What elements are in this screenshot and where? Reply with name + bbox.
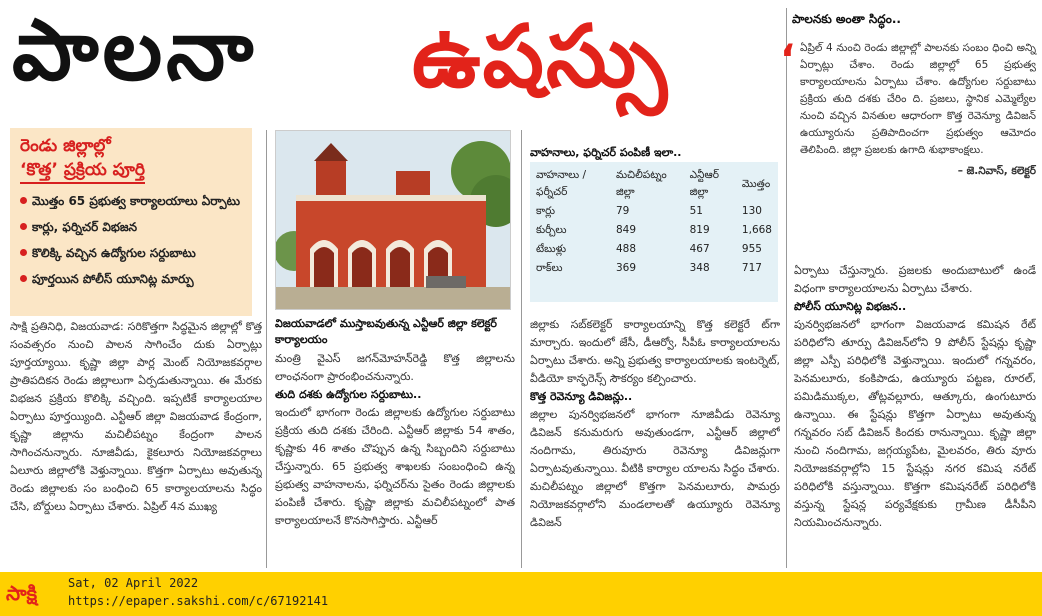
collector-office-photo — [275, 130, 511, 310]
headline-part2: ఉషస్సు — [412, 7, 670, 107]
table-cell: కుర్చీలు — [536, 224, 567, 236]
table-cell: టేబుళ్లు — [536, 243, 567, 255]
column-divider — [521, 130, 522, 568]
table-cell: 849 — [615, 224, 636, 236]
subheading: కొత్త రెవెన్యూ డివిజన్లు.. — [530, 390, 633, 403]
table-header-row — [534, 166, 774, 202]
table-cell: 1,668 — [741, 224, 772, 236]
quote-title: పాలనకు అంతా సిద్ధం.. — [792, 12, 901, 26]
table-cell: కార్లు — [536, 205, 555, 217]
edition-date: Sat, 02 April 2022 — [68, 576, 199, 590]
article-paragraph: మంత్రి వైఎస్ జగన్‌మోహన్‌రెడ్డి కొత్త జిల్లాలను లాంఛనంగా ప్రారంభించనున్నారు. — [275, 352, 515, 383]
article-paragraph: ఇందులో భాగంగా రెండు జిల్లాలకు ఉద్యోగుల సర్దుబాటు ప్రక్రియ తుది దశకు చేరింది. ఎన్టీఆర్ జిల్లాకు 54 శాతం, కృష్ణాకు 46 శాతం చొప్పున ఉన్న సిబ్బందిని సర్దుబాటు చేస్తున్నారు. 65 ప్రభుత్వ శాఖలకు సంబంధించి ఉన్న ప్రభుత్వ వాహనాలను, ఫర్నిచర్‌ను సైతం రెండు జిల్లాలకు పంపిణీ చేశారు. కృష్ణా జిల్లాకు మచిలీపట్నంలో పాత కార్యాలయాలనే కొనసాగిస్తారు. ఎన్టీఆర్ — [275, 406, 515, 527]
table-cell: 955 — [741, 243, 762, 255]
table-cell: 348 — [689, 262, 710, 274]
table-cell: 488 — [615, 243, 636, 255]
table-cell: రాక్‌లు — [536, 262, 563, 274]
column-divider — [266, 130, 267, 568]
highlight-item: మొత్తం 65 ప్రభుత్వ కార్యాలయాలు ఏర్పాటు — [20, 188, 242, 214]
article-column-3 — [530, 316, 780, 568]
highlight-item: పూర్తయిన పోలీస్ యూనిట్ల మార్పు — [20, 266, 242, 292]
table-cell: 467 — [689, 243, 710, 255]
epaper-link[interactable]: https://epaper.sakshi.com/c/67192141 — [68, 594, 329, 608]
building-illustration — [276, 131, 511, 310]
headline-part1: పాలనా — [12, 1, 258, 99]
article-paragraph: సాక్షి ప్రతినిధి, విజయవాడ: సరికొత్తగా సిద్ధమైన జిల్లాల్లో కొత్త సంవత్సరం నుంచి పాలన సాగించేం దుకు ఏర్పాట్లు పూర్తయ్యాయి. కృష్ణా జిల్లా పార్ల మెంట్ నియోజకవర్గాల ప్రాతిపదికన రెండు జిల్లాలుగా ఏర్పడుతున్నాయి. ఈ మేరకు విభజన ప్రక్రియ కొలిక్కి వచ్చింది. ఇప్పటికే కార్యాలయాల ఏర్పాటు పూర్తయ్యింది. ఎన్టీఆర్ జిల్లా విజయవాడ కేంద్రంగా, కృష్ణా జిల్లాను మచిలీపట్నం కేంద్రంగా పాలన సాగించనున్నారు. నూజివీడు, కైకలూరు నియోజకవర్గాలు ఏలూరు జిల్లాలోకి వెళ్తున్నాయి. కొత్తగా ఏర్పాటు అవుతున్న రెండు జిల్లాలకు సం బంధించి 65 కార్యాలయాలను సిద్ధం చేసి, బోర్డులు ఏర్పాటు చేశారు. ఏప్రిల్ 4న ముఖ్య — [10, 320, 262, 513]
table-cell: 79 — [615, 205, 630, 217]
table-row — [534, 259, 774, 278]
table-header: వాహనాలు /ఫర్నీచర్ — [536, 169, 587, 198]
subheading: తుది దశకు ఉద్యోగుల సర్దుబాటు.. — [275, 388, 422, 401]
table-header: మొత్తం — [741, 177, 771, 190]
highlight-title-line1: రెండు జిల్లాల్లో — [20, 136, 111, 156]
article-paragraph: పునర్విభజనలో భాగంగా విజయవాడ కమిషన రేట్ పరిధిలోని తూర్పు డివిజన్‌లోని 9 పోలీస్ స్టేషన్లు కృష్ణా జిల్లా ఎస్పీ పరిధిలోకి వెళ్తున్నాయి. ఇందులో గన్నవరం, పెనమలూరు, కంకిపాడు, ఉయ్యూరు పట్టణ, రూరల్, పమిడిముక్కల, తోట్లవల్లూరు, ఆత్కూరు, ఉంగుటూరు ఉన్నాయి. ఈ స్టేషన్లు కొత్తగా ఏర్పాటు అవుతున్న గన్నవరం సబ్ డివిజన్ కిందకు రానున్నాయి. కృష్ణా జిల్లా నుంచి నందిగామ, జగ్గయ్యపేట, మైలవరం, తిరు వూరు నియోజకవర్గాల్లోని 15 స్టేషన్లు నగర కమిష నరేట్ పరిధిలోకి వస్తున్నాయి. కొత్తగా కమిషనరేట్ పరిధిలోకి వస్తున్న స్టేషన్ల పర్యవేక్షకుకు గ్రామీణ డీసీపీని నియమించనున్నారు. — [794, 318, 1036, 529]
table-row — [534, 221, 774, 240]
article-column-1 — [10, 318, 262, 568]
article-column-2 — [275, 350, 515, 568]
highlight-list — [20, 188, 242, 292]
sakshi-logo: సాక్షి — [6, 581, 38, 605]
table-cell: 130 — [741, 205, 762, 217]
table-header: మచిలీపట్నం జిల్లా — [615, 169, 667, 198]
table-row — [534, 240, 774, 259]
article-paragraph: ఏర్పాటు చేస్తున్నారు. ప్రజలకు అందుబాటులో ఉండే విధంగా కార్యాలయాలను ఏర్పాటు చేశారు. — [794, 264, 1036, 295]
column-divider — [786, 8, 787, 568]
subheading: పోలీస్ యూనిట్ల విభజన.. — [794, 300, 907, 313]
table-title: వాహనాలు, ఫర్నిచర్ పంపిణీ ఇలా.. — [530, 146, 682, 159]
highlight-item: కార్లు, ఫర్నిచర్ విభజన — [20, 214, 242, 240]
table-cell: 819 — [689, 224, 710, 236]
highlight-box — [10, 128, 252, 316]
distribution-table — [530, 162, 778, 302]
article-paragraph: జిల్లాల పునర్విభజనలో భాగంగా నూజివీడు రెవెన్యూ డివిజన్ కనుమరుగు అవుతుండగా, ఎన్టీఆర్ జిల్లాలో నందిగామ, తిరువూరు రెవెన్యూ డివిజన్లుగా ఏర్పాటవుతున్నాయి. వీటికి కార్యాల యాలను సిద్ధం చేశారు. మచిలీపట్నం జిల్లాలో కొత్తగా పెనమలూరు, పామర్రు నియోజకవర్గాలోని మండలాలతో ఉయ్యూరు రెవెన్యూ డివిజన్ — [530, 408, 780, 529]
table-row — [534, 202, 774, 221]
table-header: ఎన్టీఆర్ జిల్లా — [689, 169, 720, 198]
quote-text: ఏప్రిల్ 4 నుంచి రెండు జిల్లాల్లో పాలనకు సంబం ధించి అన్ని ఏర్పాట్లు చేశాం. రెండు జిల్లాల్లో 65 ప్రభుత్వ కార్యాలయాలను ఏర్పాటు చేశాం. ఉద్యోగుల సర్దుబాటు ప్రక్రియ తుది దశకు చేరిం ది. ప్రజలు, స్థానిక ఎమ్మెల్యేల నుంచి వచ్చిన వినతుల ఆధారంగా కొత్త రెవెన్యూ డివిజన్ ఉయ్యూరును ప్రతిపాదించగా ప్రభుత్వం ఆమోదం తెలిపింది. జిల్లా ప్రజలకు ఉగాది శుభాకాంక్షలు. — [800, 42, 1036, 156]
article-column-4 — [794, 262, 1036, 568]
article-paragraph: జిల్లాకు సబ్‌కలెక్టర్ కార్యాలయాన్ని కొత్త కలెక్టరే ట్‌గా మార్చారు. ఇందులో జేసీ, డీఆర్వో, సీపీఓ కార్యాలయాలను ఏర్పాటు చేశారు. అన్ని ప్రభుత్వ కార్యాలయాలకు ఇంటర్నెట్, వీడియో కాన్ఫరెన్స్ సౌకర్యం కల్పించారు. — [530, 318, 780, 385]
table-cell: 51 — [689, 205, 703, 217]
quote-author: – జె.నివాస్, కలెక్టర్ — [957, 165, 1036, 177]
collector-quote — [800, 40, 1036, 180]
table-cell: 717 — [741, 262, 762, 274]
highlight-item: కొలిక్కి వచ్చిన ఉద్యోగుల సర్దుబాటు — [20, 240, 242, 266]
photo-caption: విజయవాడలో ముస్తాబవుతున్న ఎన్టీఆర్ జిల్లా కలెక్టర్ కార్యాలయం — [275, 317, 497, 346]
highlight-title-line2: ‘కొత్త’ ప్రక్రియ పూర్తి — [20, 158, 145, 184]
quote-icon: ‘ — [780, 37, 796, 83]
table-cell: 369 — [615, 262, 636, 274]
